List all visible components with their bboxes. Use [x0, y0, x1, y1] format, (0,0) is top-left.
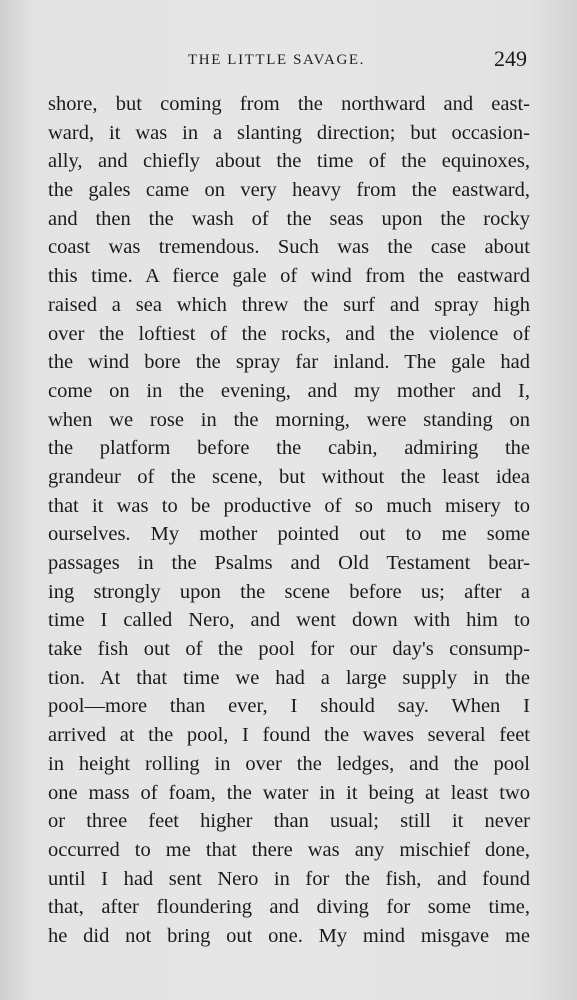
text-line: arrived at the pool, I found the waves several feet [48, 724, 530, 747]
text-line: until I had sent Nero in for the fish, and found [48, 867, 530, 890]
text-line: pool—more than ever, I should say. When I [48, 695, 530, 718]
text-line: raised a sea which threw the surf and spray high [48, 293, 530, 316]
text-line: in height rolling in over the ledges, and the pool [48, 752, 530, 775]
text-line: this time. A fierce gale of wind from the eastward [48, 265, 530, 288]
text-line: or three feet higher than usual; still it never [48, 810, 530, 833]
text-line: time I called Nero, and went down with him to [48, 609, 530, 632]
text-line: come on in the evening, and my mother and I, [48, 379, 530, 402]
text-line: ward, it was in a slanting direction; but occasion- [48, 121, 530, 144]
running-title: THE LITTLE SAVAGE. [188, 52, 365, 68]
text-line: that, after floundering and diving for some time, [48, 896, 530, 919]
text-line: take fish out of the pool for our day's consump- [48, 638, 530, 661]
text-line: passages in the Psalms and Old Testament bear- [48, 552, 530, 574]
text-line: he did not bring out one. My mind misgave me [48, 924, 530, 947]
text-line: when we rose in the morning, were standing on [48, 408, 530, 431]
text-line: that it was to be productive of so much misery to [48, 494, 530, 517]
text-line: and then the wash of the seas upon the rocky [48, 207, 530, 230]
text-line: the gales came on very heavy from the eastward, [48, 179, 530, 202]
text-line: occurred to me that there was any mischief done, [48, 838, 530, 861]
text-line: the wind bore the spray far inland. The gale had [48, 351, 530, 374]
text-line: one mass of foam, the water in it being at least two [48, 781, 530, 804]
text-line: tion. At that time we had a large supply in the [48, 666, 530, 689]
page-number: 249 [494, 46, 527, 71]
text-line: ally, and chiefly about the time of the equinoxes, [48, 150, 530, 173]
text-line: coast was tremendous. Such was the case about [48, 236, 530, 259]
text-line: ing strongly upon the scene before us; after a [48, 580, 530, 603]
text-line: shore, but coming from the northward and east- [48, 93, 530, 115]
page-header [0, 44, 577, 76]
text-line: over the loftiest of the rocks, and the violence of [48, 322, 530, 345]
text-line: grandeur of the scene, but without the least idea [48, 465, 530, 488]
text-line: the platform before the cabin, admiring the [48, 437, 530, 460]
body-text [48, 90, 530, 951]
text-line: ourselves. My mother pointed out to me some [48, 523, 530, 546]
